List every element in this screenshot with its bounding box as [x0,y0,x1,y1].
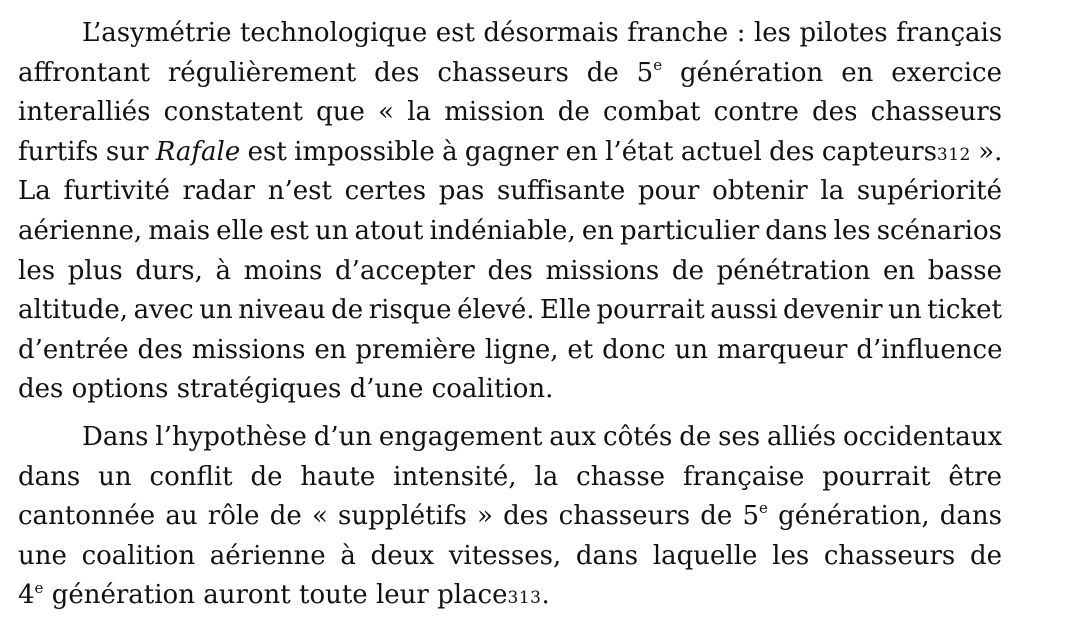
text-segment: furtifs sur [18,136,156,167]
footnote-ref-313[interactable]: 313 [507,588,542,609]
text-segment: les plus durs, à moins d’accepter des missions de pénétration en basse [18,255,1002,286]
text-segment: 4 [18,580,35,611]
text-line [18,93,1002,133]
text-segment: ». [970,136,1003,167]
text-segment: dans un conflit de haute intensité, la chasse française pourrait être [18,461,1002,492]
text-segment: interalliés constatent que « la mission de combat contre des chasseurs [18,97,1002,128]
italic-text: Rafale [155,136,241,167]
superscript: e [34,578,44,597]
text-line [18,252,1002,292]
superscript: e [653,55,663,74]
text-line [18,212,1002,252]
text-segment: altitude, avec un niveau de risque élevé. Elle pourrait aussi devenir un ticket [18,295,1002,326]
paragraph-2 [18,418,1002,616]
text-segment: L’asymétrie technologique est désormais franche : les pilotes français [82,18,1003,48]
text-line [18,54,1002,94]
text-line [18,291,1002,331]
text-segment: . [541,580,550,611]
document-page [18,14,1002,616]
text-segment: Dans l’hypothèse d’un engagement aux côtés de ses alliés occidentaux [82,421,1003,452]
text-segment: génération, dans [767,501,1003,532]
text-line [18,370,1002,410]
text-line [18,331,1002,371]
text-line [18,418,1002,458]
text-segment: aérienne, mais elle est un atout indéniable, en particulier dans les scénarios [18,215,1002,246]
text-segment: une coalition aérienne à deux vitesses, dans laquelle les chasseurs de [18,540,1002,571]
text-segment: des options stratégiques d’une coalition. [18,374,554,405]
text-line [18,14,1002,54]
text-segment: La furtivité radar n’est certes pas suffisante pour obtenir la supériorité [18,176,1002,207]
text-segment: est impossible à gagner en l’état actuel des capteurs [240,136,937,167]
superscript: e [759,499,768,518]
paragraph-1 [18,14,1002,410]
text-segment: d’entrée des missions en première ligne, et donc un marqueur d’influence [18,334,1003,365]
text-segment: génération auront toute leur place [43,580,508,611]
text-line [18,133,1002,173]
text-segment: affrontant régulièrement des chasseurs de 5 [18,57,654,88]
text-segment: génération en exercice [662,57,1002,88]
text-line [18,172,1002,212]
text-line [18,497,1002,537]
text-line [18,458,1002,498]
footnote-ref-312[interactable]: 312 [936,144,971,165]
text-line [18,537,1002,577]
text-segment: cantonnée au rôle de « supplétifs » des chasseurs de 5 [18,501,760,532]
text-line [18,576,1002,616]
